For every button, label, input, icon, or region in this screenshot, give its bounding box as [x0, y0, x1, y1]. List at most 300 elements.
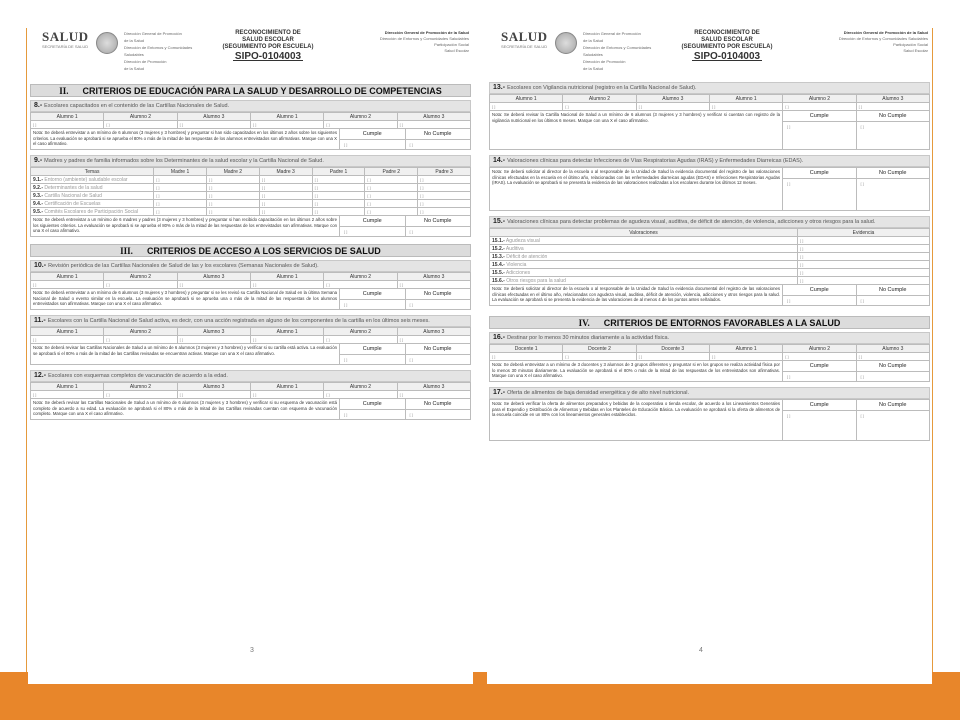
check-cell[interactable]: [ ] — [312, 200, 365, 208]
check-cell[interactable]: [ ] — [365, 192, 418, 200]
logo-text: SALUD — [42, 29, 89, 44]
row-text: Auditiva — [505, 245, 524, 252]
column-header: Valoraciones — [490, 229, 798, 237]
check-cell[interactable]: [ ] — [206, 192, 259, 200]
logo-subtext: SECRETARÍA DE SALUD — [42, 44, 89, 49]
page-number: 4 — [699, 647, 703, 654]
no-cumple-label: No Cumple — [406, 129, 471, 140]
column-header: Padre 3 — [418, 168, 471, 176]
question-number: 11.- — [34, 317, 46, 324]
column-header: Alumno 1 — [250, 273, 323, 281]
row-text: Otros riesgos para la salud — [506, 277, 566, 284]
check-cell[interactable]: [ ] — [798, 253, 930, 261]
meta-line: Salud Escolar — [444, 48, 469, 53]
check-cell[interactable]: [ ] — [154, 200, 207, 208]
question-10-table — [30, 272, 471, 289]
column-header: Alumno 3 — [397, 328, 470, 336]
no-cumple-label: No Cumple — [857, 400, 930, 411]
title-line: RECONOCIMIENTO DE — [694, 30, 760, 36]
question-text: Valoraciones clínicas para detectar problemas de agudeza visual, auditiva, de déficit de atención, de violencia, adicciones y otros riesgos para la salud. — [507, 219, 876, 225]
question-10-note-row — [30, 289, 471, 310]
check-cell[interactable]: [ ] — [154, 208, 207, 216]
check-cell[interactable]: [ ] — [636, 353, 709, 361]
section-number: II. — [59, 86, 69, 96]
column-header: Alumno 3 — [397, 273, 470, 281]
check-cell[interactable]: [ ] — [177, 391, 250, 399]
salud-logo — [42, 30, 96, 56]
meta-lines — [359, 30, 469, 54]
dir-line: Dirección de Entornos y Comunidades — [583, 45, 652, 50]
cumple-check[interactable]: [ ] — [783, 372, 857, 381]
page-right — [487, 28, 932, 684]
check-cell[interactable]: [ ] — [709, 353, 782, 361]
check-cell[interactable]: [ ] — [563, 103, 636, 111]
cumple-check[interactable]: [ ] — [783, 122, 857, 149]
no-cumple-label: No Cumple — [406, 399, 471, 410]
no-cumple-label: No Cumple — [857, 285, 930, 296]
column-header: Padre 1 — [312, 168, 365, 176]
check-cell[interactable]: [ ] — [636, 103, 709, 111]
check-cell[interactable]: [ ] — [418, 200, 471, 208]
document-title — [667, 30, 787, 62]
cumple-box — [783, 168, 929, 210]
check-cell[interactable]: [ ] — [490, 353, 563, 361]
dir-line: Dirección de Promoción — [583, 59, 626, 64]
question-14 — [489, 155, 930, 167]
meta-line: Salud Escolar — [903, 48, 928, 53]
check-cell[interactable]: [ ] — [259, 184, 312, 192]
column-header: Docente 2 — [563, 345, 636, 353]
title-line: SALUD ESCOLAR — [701, 37, 753, 43]
no-cumple-check[interactable]: [ ] — [860, 181, 864, 186]
no-cumple-check[interactable]: [ ] — [860, 298, 864, 303]
column-header: Alumno 1 — [250, 383, 323, 391]
check-cell[interactable]: [ ] — [798, 237, 930, 245]
dir-line: Dirección General de Promoción — [124, 31, 182, 36]
table-row-label — [490, 253, 798, 261]
question-12 — [30, 370, 471, 382]
no-cumple-label: No Cumple — [857, 361, 930, 372]
check-cell[interactable]: [ ] — [250, 121, 323, 129]
question-text: Escolares con esquemas completos de vacunación de acuerdo a la edad. — [48, 373, 228, 379]
check-cell[interactable]: [ ] — [177, 281, 250, 289]
page-left — [28, 28, 473, 684]
cumple-box — [340, 344, 470, 364]
section-number: IV. — [578, 318, 590, 328]
column-header: Alumno 2 — [104, 113, 177, 121]
column-header: Docente 3 — [636, 345, 709, 353]
row-text: Violencia — [506, 261, 527, 268]
right-margin-rule — [932, 28, 933, 684]
dir-line: Saludables — [124, 52, 144, 57]
question-8-table — [30, 112, 471, 129]
question-9-note-row — [30, 216, 471, 237]
section-label: CRITERIOS DE ENTORNOS FAVORABLES A LA SALUD — [603, 318, 841, 328]
table-row-label — [490, 261, 798, 269]
row-number: 9.4.- — [33, 200, 44, 207]
check-cell[interactable]: [ ] — [856, 103, 929, 111]
question-11 — [30, 315, 471, 327]
check-cell[interactable]: [ ] — [104, 336, 177, 344]
check-cell[interactable]: [ ] — [418, 184, 471, 192]
question-8 — [30, 100, 471, 112]
meta-line: Dirección General de Promoción de la Salud — [384, 30, 469, 35]
logo-subtext: SECRETARÍA DE SALUD — [501, 44, 548, 49]
check-cell[interactable]: [ ] — [259, 176, 312, 184]
cumple-check[interactable]: [ ] — [783, 296, 857, 305]
check-cell[interactable]: [ ] — [206, 200, 259, 208]
column-header: Alumno 2 — [324, 273, 397, 281]
table-row-label — [490, 245, 798, 253]
row-number: 15.1.- — [492, 237, 505, 244]
check-cell[interactable]: [ ] — [798, 277, 930, 285]
left-margin-rule — [26, 28, 27, 684]
column-header: Docente 1 — [490, 345, 563, 353]
section-number: III. — [120, 246, 133, 256]
question-text: Escolares con la Cartilla Nacional de Salud activa, es decir, con una acción registrada en alguno de los componentes de la cartilla en los últimos seis meses. — [47, 318, 430, 324]
column-header: Madre 2 — [206, 168, 259, 176]
question-text: Destinar por lo menos 30 minutos diariamente a la actividad física. — [507, 335, 670, 341]
cumple-check[interactable]: [ ] — [340, 140, 406, 149]
note-text: Nota: Se deberá entrevistar a un mínimo de 6 alumnos (3 mujeres y 3 hombres) y preguntar si se les revisó su Cartilla Nacional de Salud en la última Semana Nacional de Salud o evento similar en la escuela. La evaluación se aprobará si se aprueba una o más de la mitad de las respuestas de los alumnos entrevistados son afirmativas. Marque con una X el caso afirmativo. — [31, 289, 340, 309]
check-cell[interactable]: [ ] — [397, 336, 470, 344]
row-number: 15.5.- — [492, 269, 505, 276]
check-cell[interactable]: [ ] — [783, 353, 856, 361]
column-header: Madre 1 — [154, 168, 207, 176]
check-cell[interactable]: [ ] — [324, 121, 397, 129]
check-cell[interactable]: [ ] — [259, 200, 312, 208]
column-header: Alumno 3 — [636, 95, 709, 103]
column-header: Alumno 1 — [31, 113, 104, 121]
column-header: Alumno 2 — [783, 95, 856, 103]
no-cumple-check[interactable]: [ ] — [409, 142, 413, 147]
check-cell[interactable]: [ ] — [312, 184, 365, 192]
row-text: Cartilla Nacional de Salud — [44, 192, 102, 199]
dir-line: de la Salud — [583, 66, 604, 71]
check-cell[interactable]: [ ] — [418, 176, 471, 184]
column-header: Temas — [31, 168, 154, 176]
meta-line: Dirección de Entornos y Comunidades Saludables — [379, 36, 469, 41]
column-header: Alumno 3 — [397, 383, 470, 391]
question-text: Escolares capacitados en el contenido de las Cartillas Nacionales de Salud. — [44, 103, 230, 109]
document-code: SIPO-0104003 — [234, 51, 302, 62]
note-text: Nota: Se deberá revisar las Cartillas Nacionales de Salud a un mínimo de 6 alumnos (3 mujeres y 3 hombres) y verificar si su cartilla está activa. La evaluación se aprobará si el 80% o más de la mitad de las Cartillas revisadas se encuentran activas. Marque con una X el caso afirmativo. — [31, 344, 340, 364]
row-number: 15.4.- — [492, 261, 505, 268]
question-15 — [489, 216, 930, 228]
table-row-label — [31, 176, 154, 184]
dir-line: Dirección General de Promoción — [583, 31, 641, 36]
title-line: (SEGUIMIENTO POR ESCUELA) — [222, 44, 314, 50]
cumple-box — [783, 361, 929, 381]
check-cell[interactable]: [ ] — [177, 336, 250, 344]
cumple-check[interactable]: [ ] — [783, 411, 857, 440]
question-13-table — [489, 94, 930, 111]
table-row-label — [31, 200, 154, 208]
question-9-table — [30, 167, 471, 216]
question-number: 17.- — [493, 389, 506, 396]
note-text: Nota: Se deberá solicitar al director de la escuela o al responsable de la Unidad de Salud la evidencia documental del registro de las valoraciones clínicas efectuadas en el último año, relacionadas con agudeza visual, auditiva, déficit de atención, violencia, adicciones y otros riesgos para la salud. La evaluación se aprobará si se presenta la evidencia de las valoraciones de al menos 4 de los puntos antes señalados. — [490, 285, 783, 305]
question-text: Oferta de alimentos de baja densidad energética y de alto nivel nutricional. — [507, 390, 689, 396]
column-header: Alumno 2 — [324, 113, 397, 121]
row-text: Certificación de Escuelas — [44, 200, 101, 207]
no-cumple-check[interactable]: [ ] — [409, 357, 413, 362]
question-13-note-row — [489, 111, 930, 150]
column-header: Alumno 1 — [31, 328, 104, 336]
check-cell[interactable]: [ ] — [104, 121, 177, 129]
check-cell[interactable]: [ ] — [783, 103, 856, 111]
column-header: Alumno 3 — [856, 345, 929, 353]
row-number: 15.6.- — [492, 277, 505, 284]
dir-line: Dirección de Entornos y Comunidades — [124, 45, 193, 50]
table-row-label — [490, 277, 798, 285]
question-number: 13.- — [493, 84, 506, 91]
note-text: Nota: Se deberá verificar la oferta de alimentos preparados y bebidas de la cooperativa o tienda escolar, de acuerdo a los Lineamientos Generales para el Expendio y Distribución de Alimentos y Bebidas en los Planteles de Educación Básica. La evaluación se aprobará si la oferta de alimentos de la escuela coincide en un 80% con los lineamientos generales establecidos. — [490, 400, 783, 440]
cumple-box — [783, 111, 929, 149]
question-17 — [489, 387, 930, 399]
national-seal-icon — [555, 32, 577, 54]
column-header: Madre 3 — [259, 168, 312, 176]
no-cumple-label: No Cumple — [406, 216, 471, 227]
column-header: Alumno 1 — [709, 345, 782, 353]
check-cell[interactable]: [ ] — [490, 103, 563, 111]
cumple-label: Cumple — [340, 289, 406, 300]
dir-line: de la Salud — [124, 38, 145, 43]
check-cell[interactable]: [ ] — [31, 281, 104, 289]
column-header: Alumno 1 — [709, 95, 782, 103]
check-cell[interactable]: [ ] — [259, 208, 312, 216]
cumple-box — [340, 289, 470, 309]
cumple-box — [340, 399, 470, 419]
section-label: CRITERIOS DE EDUCACIÓN PARA LA SALUD Y DESARROLLO DE COMPETENCIAS — [82, 86, 442, 96]
column-header: Alumno 3 — [177, 383, 250, 391]
check-cell[interactable]: [ ] — [365, 176, 418, 184]
check-cell[interactable]: [ ] — [250, 391, 323, 399]
question-text: Revisión periódica de las Cartillas Nacionales de Salud de las y los escolares (Semanas Nacionales de Salud). — [48, 263, 319, 269]
cumple-box — [783, 400, 929, 440]
question-11-table — [30, 327, 471, 344]
column-header: Alumno 2 — [104, 273, 177, 281]
note-text: Nota: Se deberá entrevistar a un mínimo de 3 docentes y 3 alumnos de 3 grupos diferentes y preguntar si en los grupos se realiza actividad física por lo menos 30 minutos diariamente. La evaluación se aprobará si el 80% o más de la mitad de las respuestas de los entrevistados son afirmativas. Marque con una X el caso afirmativo. — [490, 361, 783, 381]
cumple-check[interactable]: [ ] — [340, 355, 406, 364]
note-text: Nota: Se deberá revisar la Cartilla Nacional de Salud a un mínimo de 6 alumnos (3 mujeres y 3 hombres) y verificar si cuentan con registro de la vigilancia nutricional en los últimos 6 meses. Marque con una X el caso afirmativo. — [490, 111, 783, 149]
section-label: CRITERIOS DE ACCESO A LOS SERVICIOS DE SALUD — [146, 246, 381, 256]
table-row-label — [31, 208, 154, 216]
check-cell[interactable]: [ ] — [397, 391, 470, 399]
cumple-check[interactable]: [ ] — [340, 410, 406, 419]
no-cumple-label: No Cumple — [857, 168, 930, 179]
row-number: 9.1.- — [33, 176, 44, 183]
check-cell[interactable]: [ ] — [365, 200, 418, 208]
check-cell[interactable]: [ ] — [418, 208, 471, 216]
column-header: Evidencia — [798, 229, 930, 237]
column-header: Alumno 2 — [324, 383, 397, 391]
check-cell[interactable]: [ ] — [31, 336, 104, 344]
question-16 — [489, 332, 930, 344]
question-number: 12.- — [34, 372, 47, 379]
check-cell[interactable]: [ ] — [259, 192, 312, 200]
no-cumple-check[interactable]: [ ] — [860, 413, 864, 418]
no-cumple-label: No Cumple — [857, 111, 930, 122]
check-cell[interactable]: [ ] — [206, 184, 259, 192]
title-line: RECONOCIMIENTO DE — [235, 30, 301, 36]
column-header: Alumno 1 — [31, 383, 104, 391]
cumple-box — [340, 216, 470, 236]
column-header: Alumno 2 — [563, 95, 636, 103]
row-text: Entorno (ambiente) saludable escolar — [44, 176, 128, 183]
section-ii-title — [30, 84, 471, 97]
column-header: Alumno 3 — [177, 328, 250, 336]
dir-line: Saludables — [583, 52, 603, 57]
column-header: Alumno 1 — [250, 113, 323, 121]
cumple-label: Cumple — [340, 216, 406, 227]
check-cell[interactable]: [ ] — [798, 269, 930, 277]
question-15-table — [489, 228, 930, 285]
check-cell[interactable]: [ ] — [154, 176, 207, 184]
question-17-note-row — [489, 399, 930, 441]
note-text: Nota: Se deberá revisar las Cartillas Nacionales de Salud a un mínimo de 6 alumnos (3 mujeres y 3 hombres) y verificar si su esquema de vacunación está completo de acuerdo a su edad. La evaluación se aprobará si el 80% o más de la mitad de las Cartillas revisadas cuentan con esquema de vacunación completo. Marque con una X el caso afirmativo. — [31, 399, 340, 419]
column-header: Alumno 3 — [397, 113, 470, 121]
section-iv-title — [489, 316, 930, 329]
note-text: Nota: Se deberá entrevistar a un mínimo de 6 madres y padres (3 mujeres y 3 hombres) y preguntar si han recibido capacitación en los últimos 2 años sobre los siguientes criterios. La evaluación se aprobará si se aprueba el 80% o más de la mitad de las respuestas de los entrevistados son afirmativas. Marque con una X el caso afirmativo. — [31, 216, 340, 236]
cumple-label: Cumple — [783, 400, 857, 411]
table-row-label — [31, 184, 154, 192]
question-13 — [489, 82, 930, 94]
check-cell[interactable]: [ ] — [324, 336, 397, 344]
question-number: 8.- — [34, 102, 43, 109]
cumple-label: Cumple — [783, 111, 857, 122]
table-row-label — [490, 237, 798, 245]
document-title — [208, 30, 328, 62]
check-cell[interactable]: [ ] — [312, 208, 365, 216]
check-cell[interactable]: [ ] — [709, 103, 782, 111]
row-text: Déficit de atención — [506, 253, 548, 260]
question-text: Madres y padres de familia informados sobre los Determinantes de la salud escolar y la Cartilla Nacional de Salud. — [44, 158, 324, 164]
no-cumple-label: No Cumple — [406, 289, 471, 300]
check-cell[interactable]: [ ] — [31, 121, 104, 129]
question-text: Escolares con Vigilancia nutricional (registro en la Cartilla Nacional de Salud). — [507, 85, 697, 91]
title-line: (SEGUIMIENTO POR ESCUELA) — [681, 44, 773, 50]
check-cell[interactable]: [ ] — [250, 336, 323, 344]
no-cumple-check[interactable]: [ ] — [860, 374, 864, 379]
cumple-label: Cumple — [340, 399, 406, 410]
no-cumple-check[interactable]: [ ] — [409, 302, 413, 307]
question-10 — [30, 260, 471, 272]
row-number: 15.3.- — [492, 253, 505, 260]
meta-line: Participación Social — [434, 42, 469, 47]
cumple-label: Cumple — [783, 285, 857, 296]
column-header: Alumno 1 — [250, 328, 323, 336]
check-cell[interactable]: [ ] — [154, 184, 207, 192]
salud-logo — [501, 30, 555, 56]
check-cell[interactable]: [ ] — [563, 353, 636, 361]
dir-line: de la Salud — [583, 38, 604, 43]
column-header: Alumno 1 — [490, 95, 563, 103]
meta-line: Dirección de Entornos y Comunidades Saludables — [838, 36, 928, 41]
no-cumple-check[interactable]: [ ] — [409, 412, 413, 417]
question-number: 10.- — [34, 262, 47, 269]
cumple-label: Cumple — [340, 344, 406, 355]
check-cell[interactable]: [ ] — [206, 208, 259, 216]
no-cumple-check[interactable]: [ ] — [860, 124, 864, 129]
check-cell[interactable]: [ ] — [856, 353, 929, 361]
check-cell[interactable]: [ ] — [798, 261, 930, 269]
dir-line: Dirección de Promoción — [124, 59, 167, 64]
question-12-note-row — [30, 399, 471, 420]
note-text: Nota: Se deberá entrevistar a un mínimo de 6 alumnos (3 mujeres y 3 hombres) y preguntar si han sido capacitados en los últimos 2 años sobre los siguientes criterios. La evaluación se aprobará si se aprueba el 80% o más de la mitad de las respuestas de los alumnos entrevistados son afirmativas. Marque con una X el caso afirmativo. — [31, 129, 340, 149]
directorate-lines — [583, 30, 665, 72]
question-9 — [30, 155, 471, 167]
check-cell[interactable]: [ ] — [397, 281, 470, 289]
cumple-check[interactable]: [ ] — [783, 179, 857, 210]
check-cell[interactable]: [ ] — [312, 192, 365, 200]
directorate-lines — [124, 30, 206, 72]
check-cell[interactable]: [ ] — [177, 121, 250, 129]
cumple-check[interactable]: [ ] — [340, 300, 406, 309]
check-cell[interactable]: [ ] — [312, 176, 365, 184]
question-number: 15.- — [493, 218, 506, 225]
column-header: Alumno 2 — [104, 328, 177, 336]
check-cell[interactable]: [ ] — [250, 281, 323, 289]
row-number: 9.3.- — [33, 192, 44, 199]
check-cell[interactable]: [ ] — [154, 192, 207, 200]
cumple-box — [783, 285, 929, 305]
page-header — [487, 28, 932, 82]
note-text: Nota: Se deberá solicitar al director de la escuela o al responsable de la Unidad de Salud la evidencia documental del registro de las valoraciones clínicas efectuadas en la escuela en el último año, relacionadas con las enfermedades diarreicas agudas (EDAS) e Infecciones Respiratorias Agudas (IRAS). La evaluación se aprobará si se presenta la evidencia de las valoraciones realizadas a los escolares durante los últimos 12 meses. — [490, 168, 783, 210]
section-iii-title — [30, 244, 471, 257]
meta-line: Participación Social — [893, 42, 928, 47]
column-header: Padre 2 — [365, 168, 418, 176]
column-header: Alumno 2 — [324, 328, 397, 336]
national-seal-icon — [96, 32, 118, 54]
cumple-label: Cumple — [783, 361, 857, 372]
row-text: Determinantes de la salud — [44, 184, 103, 191]
column-header: Alumno 3 — [856, 95, 929, 103]
check-cell[interactable]: [ ] — [418, 192, 471, 200]
title-line: SALUD ESCOLAR — [242, 37, 294, 43]
question-14-note-row — [489, 167, 930, 211]
check-cell[interactable]: [ ] — [798, 245, 930, 253]
check-cell[interactable]: [ ] — [365, 184, 418, 192]
check-cell[interactable]: [ ] — [206, 176, 259, 184]
question-12-table — [30, 382, 471, 399]
no-cumple-check[interactable]: [ ] — [409, 229, 413, 234]
check-cell[interactable]: [ ] — [397, 121, 470, 129]
table-row-label — [31, 192, 154, 200]
check-cell[interactable]: [ ] — [324, 281, 397, 289]
cumple-label: Cumple — [340, 129, 406, 140]
page-header — [28, 28, 473, 82]
check-cell[interactable]: [ ] — [104, 281, 177, 289]
column-header: Alumno 3 — [177, 113, 250, 121]
cumple-check[interactable]: [ ] — [340, 227, 406, 236]
column-header: Alumno 3 — [177, 273, 250, 281]
question-8-note-row — [30, 129, 471, 150]
question-11-note-row — [30, 344, 471, 365]
check-cell[interactable]: [ ] — [31, 391, 104, 399]
no-cumple-label: No Cumple — [406, 344, 471, 355]
row-text: Adicciones — [505, 269, 531, 276]
question-16-note-row — [489, 361, 930, 382]
cumple-label: Cumple — [783, 168, 857, 179]
question-text: Valoraciones clínicas para detectar Infecciones de Vías Respiratorias Agudas (IRAS) y Enfermedades Diarreicas (EDAS). — [507, 158, 804, 164]
dir-line: de la Salud — [124, 66, 145, 71]
question-15-note-row — [489, 285, 930, 306]
check-cell[interactable]: [ ] — [104, 391, 177, 399]
check-cell[interactable]: [ ] — [324, 391, 397, 399]
meta-line: Dirección General de Promoción de la Salud — [843, 30, 928, 35]
check-cell[interactable]: [ ] — [365, 208, 418, 216]
row-number: 9.2.- — [33, 184, 44, 191]
